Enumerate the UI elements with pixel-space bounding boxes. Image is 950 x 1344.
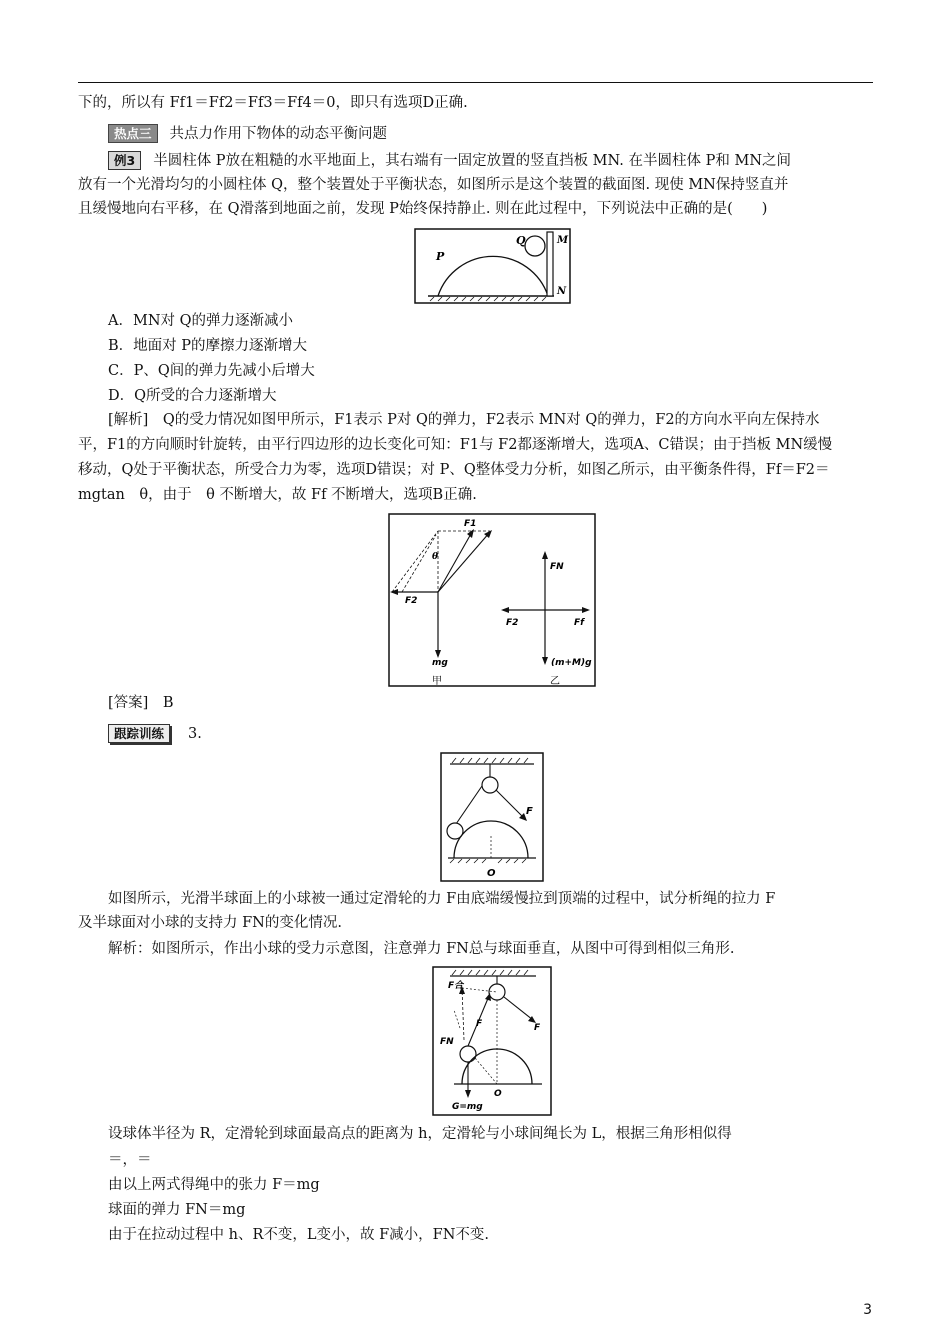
solution-line: 移动，Q处于平衡状态，所受合力为零，选项D错误；对 P、Q整体受力分析，如图乙所示，由平衡条件得，Ff＝F2＝ (78, 462, 830, 478)
figure-setup (414, 228, 571, 304)
analysis-line: 设球体半径为 R，定滑轮到球面最高点的距离为 h，定滑轮与小球间绳长为 L，根据三角形相似得 (108, 1126, 732, 1142)
text-line: 且缓慢地向右平移，在 Q滑落到地面之前，发现 P始终保持静止. 则在此过程中，下列说法中正确的是( ) (78, 201, 768, 217)
example-line (108, 150, 903, 172)
option-a: A．MN对 Q的弹力逐渐减小 (108, 313, 294, 329)
header-rule (78, 82, 873, 83)
label-q: Q (516, 234, 526, 247)
label-m: M (557, 235, 569, 246)
hotspot-tag: 热点三 (108, 124, 158, 143)
label-fn: FN (550, 562, 564, 572)
label-p: P (436, 250, 445, 263)
label-o: O (487, 868, 496, 879)
label-weight: G=mg (452, 1102, 483, 1112)
option-d: D．Q所受的合力逐渐增大 (108, 388, 277, 404)
text-line: 下的，所以有 Ff1＝Ff2＝Ff3＝Ff4＝0，即只有选项D正确. (78, 95, 468, 111)
option-b: B．地面对 P的摩擦力逐渐增大 (108, 338, 308, 354)
exercise-number: 3. (188, 726, 202, 742)
label-f: F (526, 806, 533, 817)
example-text: 半圆柱体 P放在粗糙的水平地面上，其右端有一固定放置的竖直挡板 MN. 在半圆柱体 P和 MN之间 (153, 153, 792, 169)
label-f-pull: F (534, 1023, 541, 1033)
label-jia: 甲 (432, 676, 442, 687)
label-o: O (494, 1089, 502, 1099)
question-line: 如图所示，光滑半球面上的小球被一通过定滑轮的力 F由底端缓慢拉到顶端的过程中，试分析绳的拉力 F (108, 891, 776, 907)
label-f2-b: F2 (506, 618, 519, 628)
label-theta: θ (432, 552, 439, 562)
figure-force-analysis (432, 966, 552, 1116)
label-n: N (557, 286, 567, 297)
figure-force-diagrams (388, 513, 596, 687)
tracking-tag: 跟踪训练 (108, 724, 170, 743)
option-c: C．P、Q间的弹力先减小后增大 (108, 363, 315, 379)
solution-line: 平，F1的方向顺时针旋转，由平行四边形的边长变化可知：F1与 F2都逐渐增大，选项A、C错误；由于挡板 MN缓慢 (78, 437, 833, 453)
answer-line: [答案] B (108, 695, 174, 711)
label-total-weight: (m+M)g (551, 658, 592, 668)
analysis-line: 由于在拉动过程中 h、R不变，L变小，故 F减小，FN不变. (108, 1227, 490, 1243)
label-mg: mg (432, 658, 448, 668)
analysis-line: 由以上两式得绳中的张力 F＝mg (108, 1177, 320, 1193)
text-line: 放有一个光滑均匀的小圆柱体 Q，整个装置处于平衡状态，如图所示是这个装置的截面图. 现使 MN保持竖直并 (78, 177, 789, 193)
label-f-resultant: F合 (448, 981, 464, 991)
page-number: 3 (863, 1302, 872, 1318)
section-heading (108, 123, 903, 145)
tracking-line (108, 723, 903, 745)
figure-pulley (440, 752, 544, 882)
section-title: 共点力作用下物体的动态平衡问题 (169, 126, 388, 142)
example-tag: 例3 (108, 151, 141, 170)
label-f1: F1 (464, 519, 477, 529)
label-yi: 乙 (550, 676, 560, 687)
label-ff: Ff (574, 618, 585, 628)
label-f2: F2 (405, 596, 418, 606)
solution-line: mgtan θ，由于 θ 不断增大，故 Ff 不断增大，选项B正确. (78, 487, 477, 503)
label-f-rope: F (476, 1019, 483, 1029)
analysis-line: 解析：如图所示，作出小球的受力示意图，注意弹力 FN总与球面垂直，从图中可得到相似三角形. (108, 941, 735, 957)
analysis-line: ＝，＝ (108, 1152, 152, 1168)
solution-line: [解析] Q的受力情况如图甲所示，F1表示 P对 Q的弹力，F2表示 MN对 Q的弹力，F2的方向水平向左保持水 (108, 412, 820, 428)
analysis-line: 球面的弹力 FN＝mg (108, 1202, 246, 1218)
question-line: 及半球面对小球的支持力 FN的变化情况. (78, 915, 342, 931)
label-fn: FN (440, 1037, 454, 1047)
